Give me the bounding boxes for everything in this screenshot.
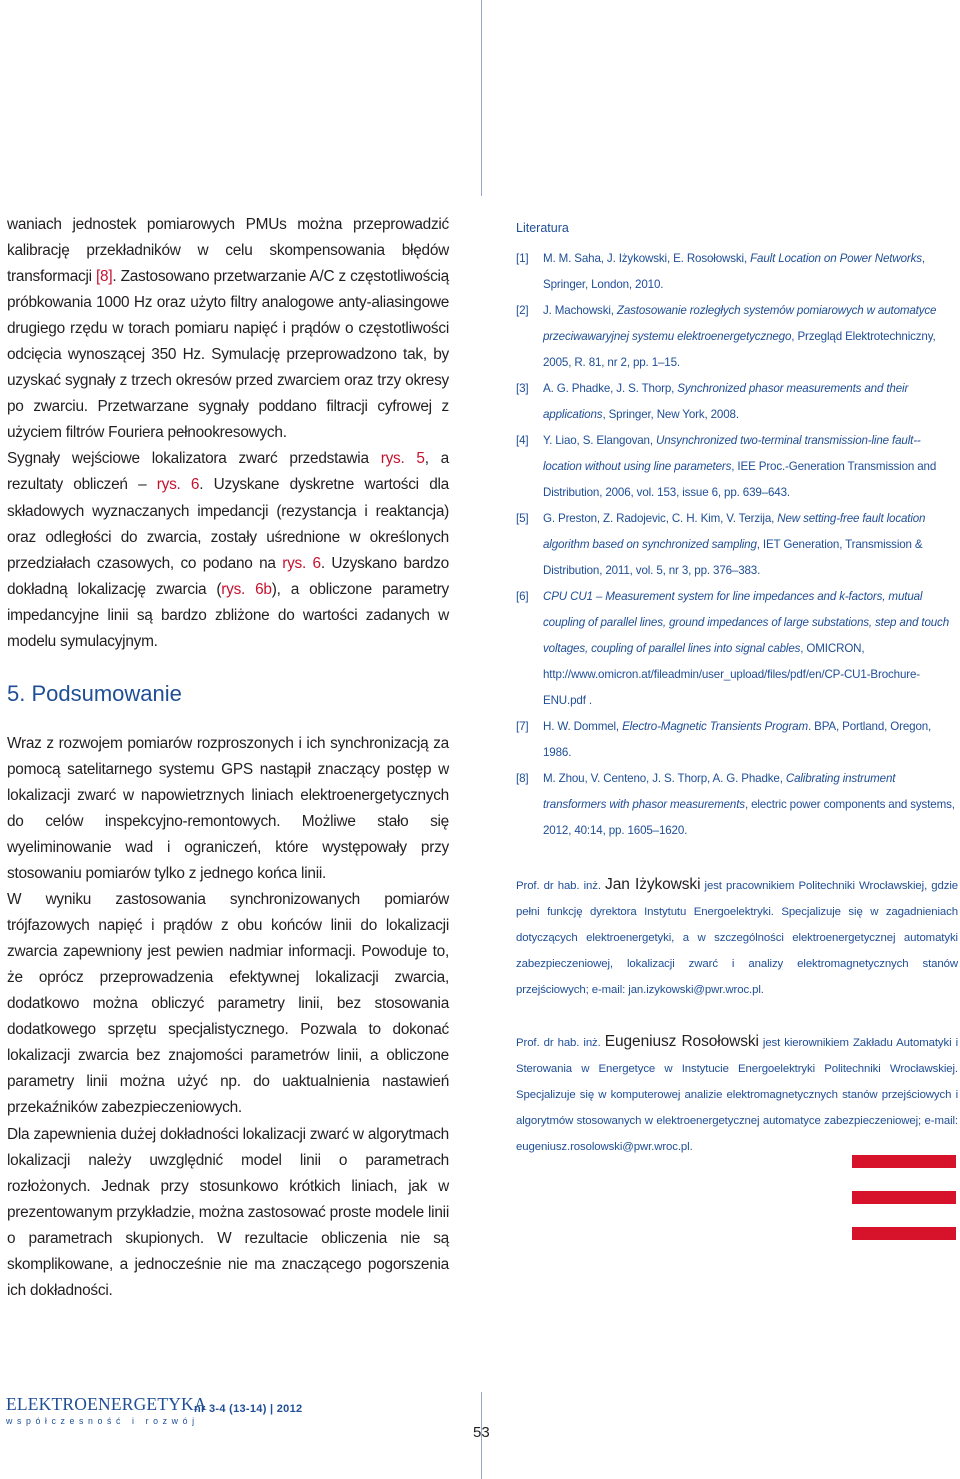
column-divider-top (481, 0, 482, 196)
figure-ref[interactable]: rys. 6 (156, 476, 200, 494)
reference-item: [7] H. W. Dommel, Electro-Magnetic Transients Program. BPA, Portland, Oregon, 1986. (516, 720, 932, 759)
reference-link[interactable]: , OMICRON, http://www.omicron.at/fileadmin/user_upload/files/pdf/en/CP-CU1-Brochure-ENU.pdf . (543, 642, 920, 707)
figure-ref[interactable]: rys. 5 (380, 450, 425, 468)
reference-item: [1] M. M. Saha, J. Iżykowski, E. Rosołowski, Fault Location on Power Networks, Springer, London, 2010. (516, 252, 925, 291)
issue-info: nr 3-4 (13-14) | 2012 (194, 1403, 303, 1415)
paragraph-calibration: waniach jednostek pomiarowych PMUs można przeprowadzić kalibrację przekładników w celu skompensowania błędów transformacji [8]. Zastosowano przetwarzanie A/C z częstotliwością próbkowania 1000 Hz oraz użyto filtry analogowe anty-aliasingowe drugiego rzędu w torach pomiaru napięć i prądów o częstotliwości odcięcia wynoszącej 350 Hz. Symulację przeprowadzono tak, by uzyskać sygnały z trzech okresów przed zwarciem oraz trzy okresy po zwarciu. Przetwarzane sygnały poddano filtracji cyfrowej z użyciem filtrów Fouriera pełnookresowych. (7, 216, 449, 442)
figure-ref[interactable]: rys. 6b (221, 580, 272, 598)
reference-item: [3] A. G. Phadke, J. S. Thorp, Synchronized phasor measurements and their applications, Springer, New York, 2008. (516, 382, 909, 421)
reference-item: [2] J. Machowski, Zastosowanie rozległych systemów pomiarowych w automatyce przeciwawaryjnej systemu elektroenergetycznego, Przegląd Elektrotechniczny, 2005, R. 81, nr 2, pp. 1–15. (516, 304, 937, 369)
reference-item: [4] Y. Liao, S. Elangovan, Unsynchronized two-terminal transmission-line fault--location without using line parameters, IEE Proc.-Generation Transmission and Distribution, 2006, vol. 153, issue 6, pp. 639–643. (516, 434, 937, 499)
citation-ref[interactable]: [8] (96, 268, 113, 286)
paragraph-results: Sygnały wejściowe lokalizatora zwarć przedstawia rys. 5, a rezultaty obliczeń – rys. 6. Uzyskane dyskretne wartości dla składowych wyznaczanych impedancji (rezystancja i reaktancja) oraz odległości do zwarcia, zostały uśrednione w określonych przedziałach czasowych, co podano na rys. 6. Uzyskano bardzo dokładną lokalizację zwarcia (rys. 6b), a obliczone parametry impedancyjne linii są bardzo zbliżone do wartości zadanych w modelu symulacyjnym. (7, 450, 449, 650)
decorative-red-bars (852, 1155, 956, 1263)
literature-heading: Literatura (516, 221, 569, 235)
red-bar (852, 1227, 956, 1240)
author-bio-izykowski: Prof. dr hab. inż. Jan Iżykowski jest pracownikiem Politechniki Wrocławskiej, gdzie pełni funkcję dyrektora Instytutu Energoelektryki. Specjalizuje się w zagadnieniach dotyczących elektroenergetyki, a w szczególności elektroenergetycznej automatyki zabezpieczeniowej, lokalizacji zwarć i analizy elektromagnetycznych stanów przejściowych; e-mail: jan.izykowski@pwr.wroc.pl. (516, 876, 959, 996)
main-text-column (7, 212, 449, 1304)
paragraph-summary-1: Wraz z rozwojem pomiarów rozproszonych i ich synchronizacją za pomocą satelitarnego systemu GPS nastąpił znaczący postęp w lokalizacji zwarć w napowietrznych liniach elektroenergetycznych do celów inspekcyjno-remontowych. Możliwe stało się wyeliminowanie wad i ograniczeń, które występowały przy stosowaniu pomiarów tylko z jednego końca linii. (7, 734, 449, 883)
journal-logo (6, 1394, 207, 1426)
author-bio-rosolowski: Prof. dr hab. inż. Eugeniusz Rosołowski jest kierownikiem Zakładu Automatyki i Sterowania w Energetyce w Instytucie Energoelektryki Politechniki Wrocławskiej. Specjalizuje się w komputerowej analizie elektromagnetycznych stanów przejściowych i algorytmów stosowanych w elektroenergetycznej automatyce zabezpieczeniowej; e-mail: eugeniusz.rosolowski@pwr.wroc.pl. (516, 1033, 959, 1153)
logo-tagline: współczesność i rozwój (6, 1416, 199, 1426)
section-title: 5. Podsumowanie (7, 680, 182, 706)
reference-item: [8] M. Zhou, V. Centeno, J. S. Thorp, A. G. Phadke, Calibrating instrument transformers with phasor measurements, electric power components and systems, 2012, 40:14, pp. 1605–1620. (516, 772, 955, 837)
paragraph-summary-3: Dla zapewnienia dużej dokładności lokalizacji zwarć w algorytmach lokalizacji należy uwzględnić model linii o parametrach rozłożonych. Jednak przy stosunkowo krótkich liniach, jak w prezentowanym przykładzie, można zastosować proste modele linii o parametrach skupionych. W rezultacie obliczenia nie są skomplikowane, a jednocześnie nie ma znaczącego pogorszenia ich dokładności. (7, 1125, 449, 1299)
sidebar-column (516, 220, 958, 1160)
author-name: Eugeniusz Rosołowski (604, 1033, 759, 1050)
red-bar (852, 1155, 956, 1168)
reference-item: [6] CPU CU1 – Measurement system for line impedances and k-factors, mutual coupling of parallel lines, ground impedances of large substations, step and touch voltages, coupling of parallel lines into signal cables, OMICRON, http://www.omicron.at/fileadmin/user_upload/files/pdf/en/CP-CU1-Brochure-ENU.pdf . (516, 590, 949, 707)
red-bar (852, 1191, 956, 1204)
figure-ref[interactable]: rys. 6 (282, 554, 321, 572)
page-number: 53 (473, 1424, 490, 1441)
author-name: Jan Iżykowski (605, 876, 701, 893)
reference-list (516, 246, 958, 844)
logo-wordmark: ELEKTROENERGETYKA (6, 1394, 207, 1414)
reference-item: [5] G. Preston, Z. Radojevic, C. H. Kim, V. Terzija, New setting-free fault location algorithm based on synchronized sampling, IET Generation, Transmission & Distribution, 2011, vol. 5, nr 3, pp. 376–383. (516, 512, 926, 577)
paragraph-summary-2: W wyniku zastosowania synchronizowanych pomiarów trójfazowych napięć i prądów z obu końców linii do lokalizacji zwarcia zapewniony jest pewien nadmiar informacji. Powoduje to, że oprócz przeprowadzenia efektywnej lokalizacji zwarcia, dodatkowo można obliczyć parametry linii, bez stosowania dodatkowego sprzętu specjalistycznego. Pozwala to dokonać lokalizacji zwarcia bez znajomości parametrów linii, a obliczone parametry linii można użyć np. do uaktualnienia nastawień przekaźników zabezpieczeniowych. (7, 891, 449, 1117)
